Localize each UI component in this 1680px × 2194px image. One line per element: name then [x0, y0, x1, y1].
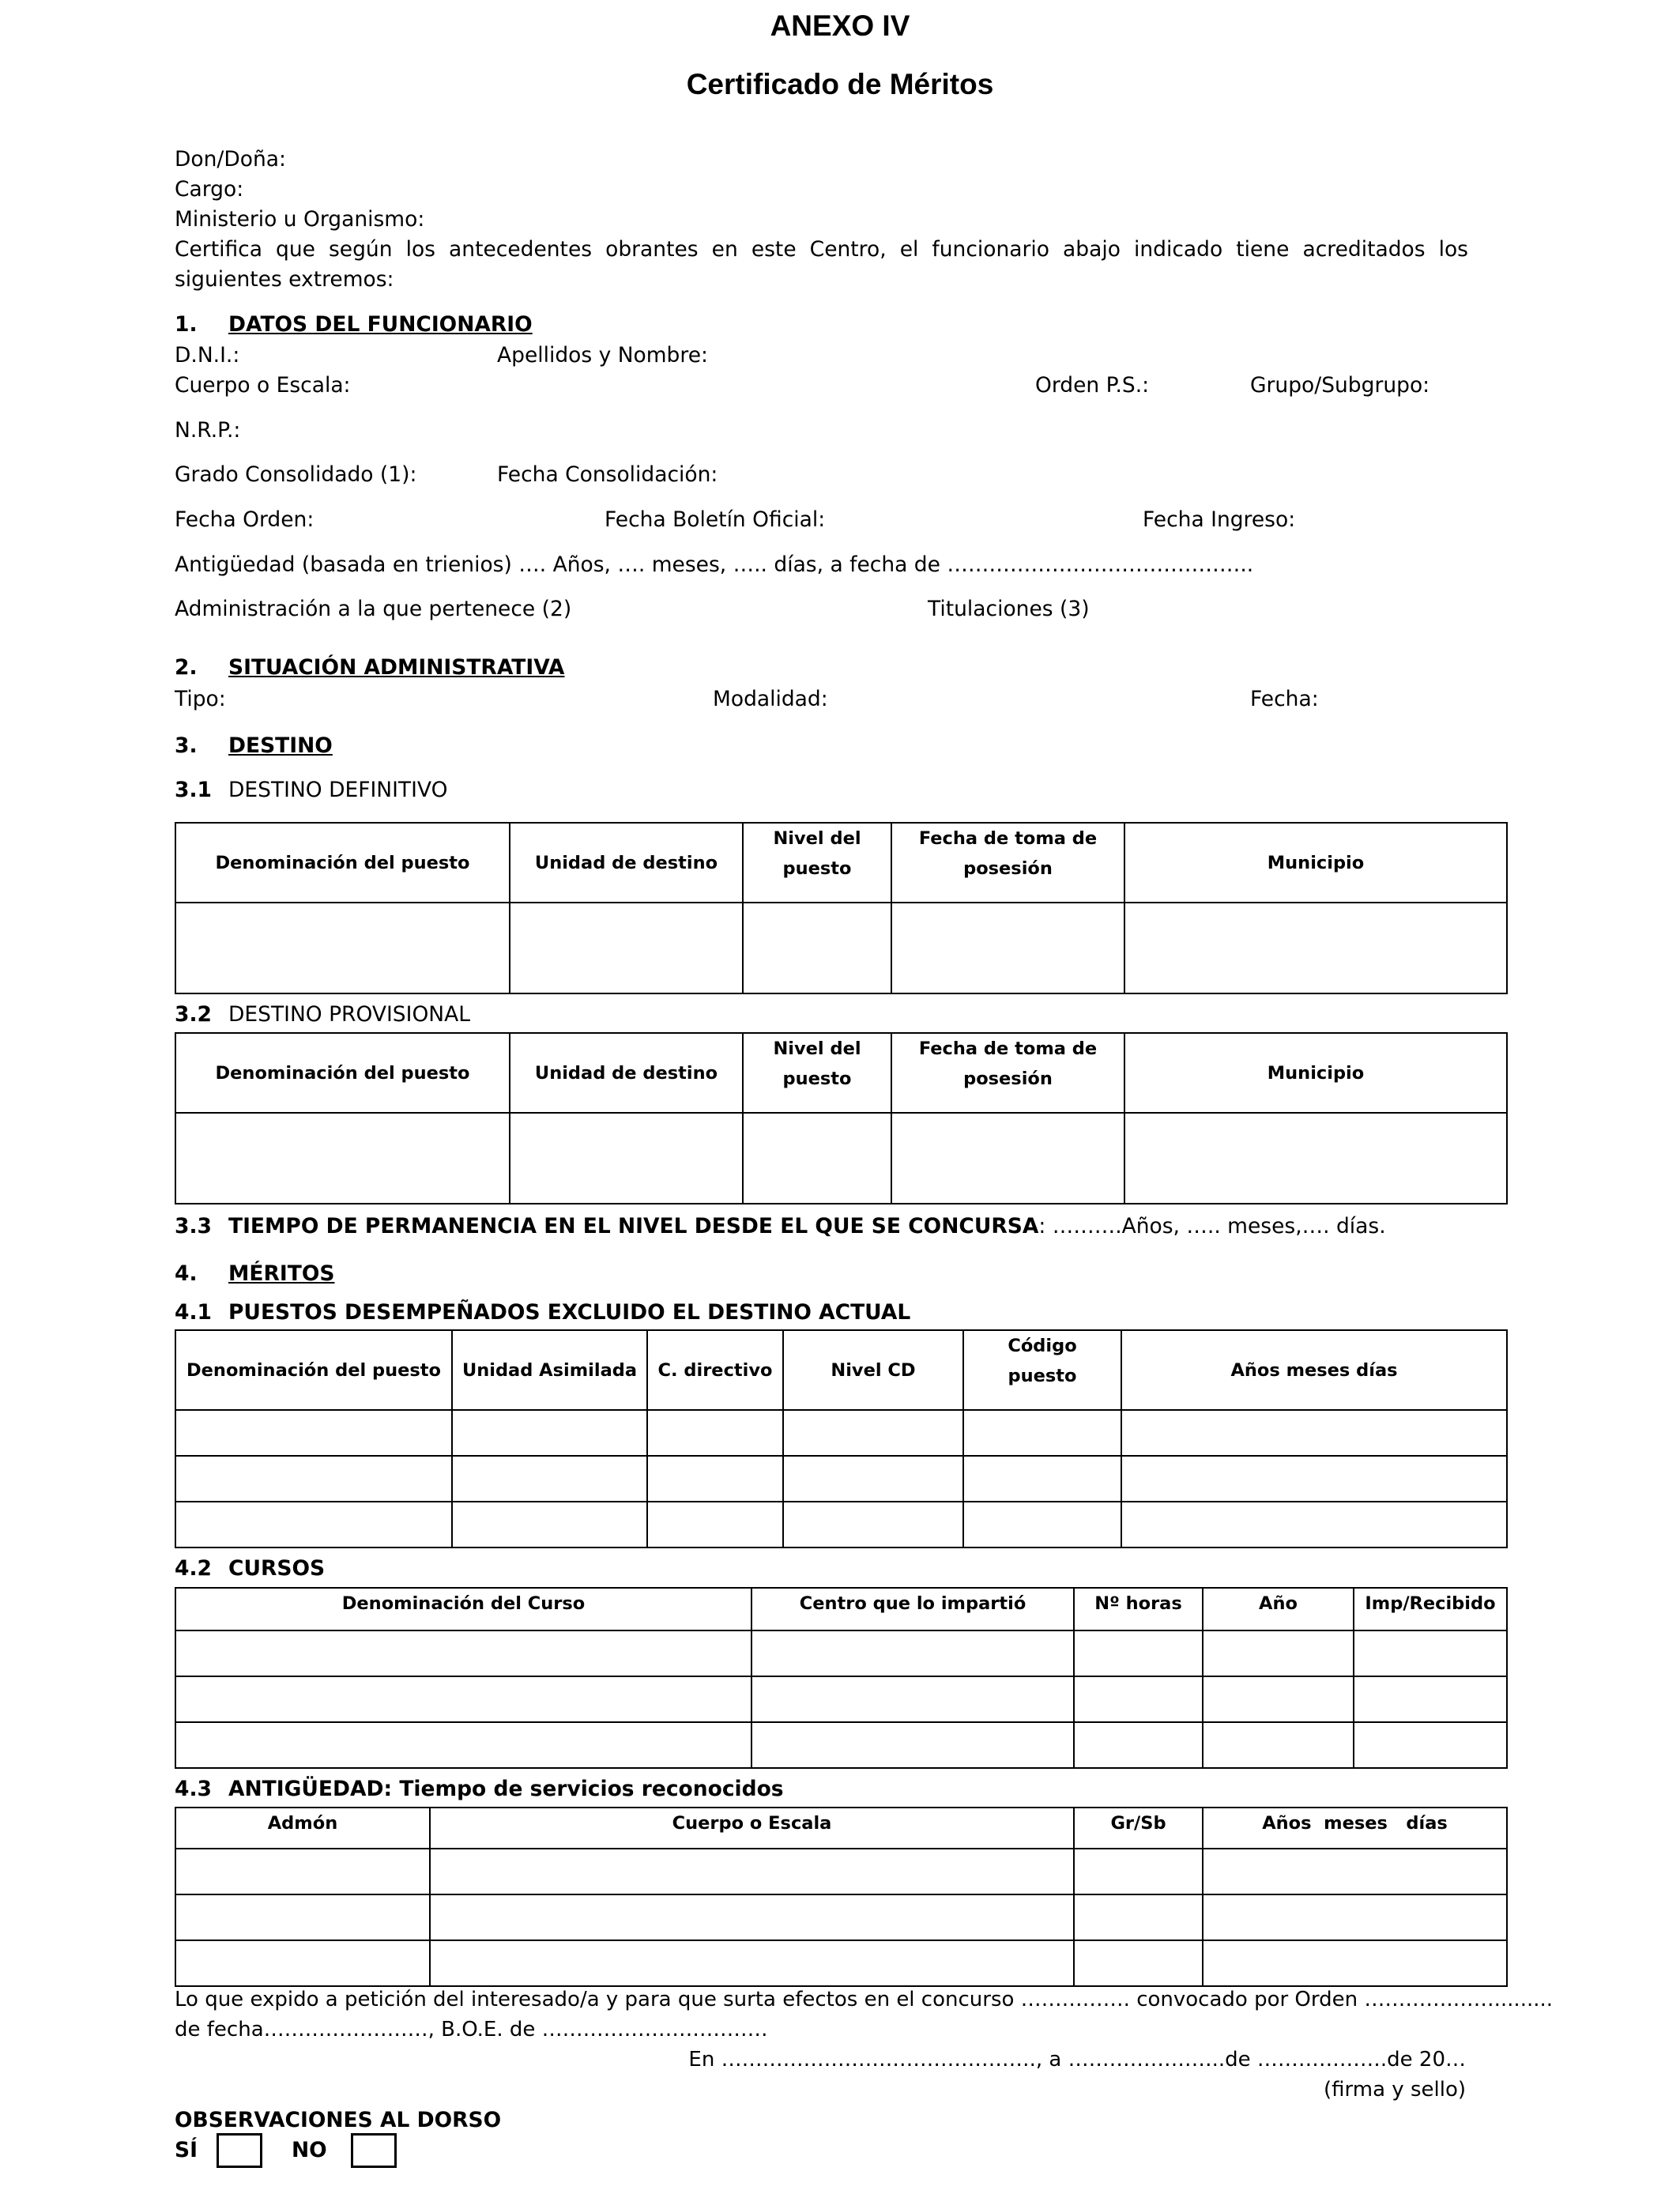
table-cell[interactable] — [963, 1456, 1121, 1502]
section-number: 2. — [175, 655, 198, 680]
section-2-heading — [175, 655, 564, 680]
table-cell[interactable] — [1354, 1676, 1507, 1722]
table-cell[interactable] — [647, 1410, 783, 1456]
table-cell[interactable] — [1354, 1722, 1507, 1768]
subsection-3-3-heading — [175, 1214, 1386, 1238]
column-header: Unidad de destino — [510, 1033, 743, 1113]
table-cell[interactable] — [891, 1113, 1124, 1204]
table-cell[interactable] — [1074, 1940, 1203, 1986]
orden-ps-label: Orden P.S.: — [1035, 373, 1150, 398]
table-cell[interactable] — [963, 1502, 1121, 1547]
table-cell[interactable] — [175, 1676, 751, 1722]
table-cell[interactable] — [743, 1113, 891, 1204]
table-cell[interactable] — [510, 903, 743, 993]
table-cell[interactable] — [430, 1849, 1074, 1894]
column-header: Denominación del puesto — [175, 1330, 452, 1410]
table-cell[interactable] — [452, 1410, 647, 1456]
subsection-number: 3.1 — [175, 778, 212, 802]
table-cell[interactable] — [1203, 1894, 1507, 1940]
table-cell[interactable] — [175, 1456, 452, 1502]
table-cell[interactable] — [175, 1894, 430, 1940]
fecha-ingreso-label: Fecha Ingreso: — [1143, 507, 1296, 532]
section-number: 4. — [175, 1261, 198, 1286]
table-cell[interactable] — [175, 1113, 510, 1204]
column-header: C. directivo — [647, 1330, 783, 1410]
destino-definitivo-table — [175, 822, 1508, 994]
tipo-label: Tipo: — [175, 687, 226, 711]
section-1-heading — [175, 312, 533, 337]
table-row — [175, 1456, 1507, 1502]
fecha-boletin-label: Fecha Boletín Oficial: — [605, 507, 826, 532]
table-cell[interactable] — [175, 1630, 751, 1676]
grado-label: Grado Consolidado (1): — [175, 462, 417, 487]
firma-sello: (firma y sello) — [1324, 2078, 1466, 2102]
ministerio-label: Ministerio u Organismo: — [175, 207, 425, 232]
table-cell[interactable] — [783, 1502, 963, 1547]
dni-label: D.N.I.: — [175, 343, 240, 368]
subsection-title: TIEMPO DE PERMANENCIA EN EL NIVEL DESDE EL QUE SE CONCURSA — [228, 1214, 1039, 1238]
titulaciones-label: Titulaciones (3) — [928, 597, 1090, 621]
column-header: Unidad de destino — [510, 823, 743, 903]
column-header: Unidad Asimilada — [452, 1330, 647, 1410]
closing-line-1: Lo que expido a petición del interesado/a y para que surta efectos en el concurso ……………. convocado por Orden ………….……......... — [175, 1988, 1554, 2011]
table-cell[interactable] — [430, 1894, 1074, 1940]
table-row — [175, 1676, 1507, 1722]
subsection-3-2-heading — [175, 1002, 470, 1027]
table-cell[interactable] — [891, 903, 1124, 993]
section-title: MÉRITOS — [228, 1261, 335, 1286]
table-cell[interactable] — [1074, 1630, 1203, 1676]
no-label: NO — [292, 2138, 327, 2162]
subsection-number: 4.1 — [175, 1300, 212, 1325]
table-cell[interactable] — [452, 1456, 647, 1502]
table-cell[interactable] — [1121, 1502, 1507, 1547]
table-cell[interactable] — [1203, 1722, 1354, 1768]
subsection-title: DESTINO DEFINITIVO — [228, 778, 448, 802]
table-cell[interactable] — [1074, 1849, 1203, 1894]
table-cell[interactable] — [751, 1630, 1074, 1676]
table-cell[interactable] — [175, 1849, 430, 1894]
grupo-label: Grupo/Subgrupo: — [1250, 373, 1430, 398]
section-number: 1. — [175, 312, 198, 337]
section-number: 3. — [175, 733, 198, 758]
column-header: Nº horas — [1074, 1588, 1203, 1630]
table-cell[interactable] — [1074, 1676, 1203, 1722]
table-cell[interactable] — [452, 1502, 647, 1547]
subsection-number: 4.2 — [175, 1556, 212, 1581]
table-cell[interactable] — [1074, 1722, 1203, 1768]
table-cell[interactable] — [175, 1410, 452, 1456]
table-row — [175, 1410, 1507, 1456]
nrp-label: N.R.P.: — [175, 418, 241, 443]
column-header: Año — [1203, 1588, 1354, 1630]
subsection-title: PUESTOS DESEMPEÑADOS EXCLUIDO EL DESTINO ACTUAL — [228, 1300, 911, 1325]
column-header: Código puesto — [963, 1330, 1121, 1410]
table-row — [175, 1849, 1507, 1894]
table-row — [175, 1722, 1507, 1768]
column-header: Años meses días — [1121, 1330, 1507, 1410]
column-header: Denominación del puesto — [175, 823, 510, 903]
table-row — [175, 1502, 1507, 1547]
subsection-4-3-heading — [175, 1777, 784, 1801]
table-cell[interactable] — [510, 1113, 743, 1204]
annex-title: ANEXO IV — [770, 9, 910, 42]
table-cell[interactable] — [647, 1502, 783, 1547]
column-header: Denominación del puesto — [175, 1033, 510, 1113]
column-header: Nivel del puesto — [743, 1033, 891, 1113]
si-label: SÍ — [175, 2138, 198, 2162]
table-cell[interactable] — [783, 1456, 963, 1502]
subsection-4-1-heading — [175, 1300, 910, 1325]
table-cell[interactable] — [175, 1722, 751, 1768]
closing-line-2: de fecha……………………, B.O.E. de …………………………… — [175, 2018, 768, 2041]
table-cell[interactable] — [430, 1940, 1074, 1986]
certifica-paragraph: Certifica que según los antecedentes obrantes en este Centro, el funcionario abajo indicado tiene acreditados los siguientes extremos: — [175, 237, 1468, 292]
permanencia-text: : ……….Años, ….. meses,…. días. — [1038, 1214, 1386, 1238]
table-cell[interactable] — [783, 1410, 963, 1456]
table-cell[interactable] — [1203, 1676, 1354, 1722]
table-cell[interactable] — [1074, 1894, 1203, 1940]
cursos-table — [175, 1587, 1508, 1769]
column-header: Nivel del puesto — [743, 823, 891, 903]
subsection-number: 3.2 — [175, 1002, 212, 1027]
section-title: DATOS DEL FUNCIONARIO — [228, 312, 533, 337]
observaciones-heading: OBSERVACIONES AL DORSO — [175, 2108, 502, 2132]
subsection-number: 3.3 — [175, 1214, 212, 1238]
column-header: Centro que lo impartió — [751, 1588, 1074, 1630]
table-cell[interactable] — [175, 903, 510, 993]
table-cell[interactable] — [751, 1676, 1074, 1722]
table-cell[interactable] — [1203, 1849, 1507, 1894]
section-4-heading — [175, 1261, 334, 1286]
cargo-label: Cargo: — [175, 177, 244, 202]
table-cell[interactable] — [1121, 1456, 1507, 1502]
place-date-line: En ………………………………………., a …………………..de ……………….de 20… — [688, 2048, 1466, 2071]
column-header: Gr/Sb — [1074, 1808, 1203, 1849]
antiguedad-line: Antigüedad (basada en trienios) …. Años, …. meses, ….. días, a fecha de …………………………………….. — [175, 552, 1254, 577]
table-cell[interactable] — [175, 1502, 452, 1547]
column-header: Admón — [175, 1808, 430, 1849]
table-cell[interactable] — [1121, 1410, 1507, 1456]
table-cell[interactable] — [1203, 1940, 1507, 1986]
administracion-label: Administración a la que pertenece (2) — [175, 597, 572, 621]
column-header: Nivel CD — [783, 1330, 963, 1410]
table-cell[interactable] — [963, 1410, 1121, 1456]
antiguedad-table — [175, 1807, 1508, 1987]
modalidad-label: Modalidad: — [713, 687, 828, 711]
puestos-table — [175, 1329, 1508, 1548]
table-cell[interactable] — [1203, 1630, 1354, 1676]
section-title: SITUACIÓN ADMINISTRATIVA — [228, 655, 565, 680]
subsection-title: ANTIGÜEDAD: Tiempo de servicios reconocidos — [228, 1777, 784, 1801]
table-cell[interactable] — [1354, 1630, 1507, 1676]
subsection-4-2-heading — [175, 1556, 325, 1581]
column-header: Denominación del Curso — [175, 1588, 751, 1630]
table-row — [175, 1940, 1507, 1986]
si-checkbox[interactable] — [217, 2133, 262, 2168]
column-header: Años meses días — [1203, 1808, 1507, 1849]
subsection-title: CURSOS — [228, 1556, 326, 1581]
subsection-number: 4.3 — [175, 1777, 212, 1801]
column-header: Municipio — [1124, 1033, 1507, 1113]
table-row — [175, 1894, 1507, 1940]
column-header: Imp/Recibido — [1354, 1588, 1507, 1630]
no-checkbox[interactable] — [351, 2133, 397, 2168]
table-cell[interactable] — [175, 1940, 430, 1986]
table-cell[interactable] — [1124, 903, 1507, 993]
column-header: Fecha de toma de posesión — [891, 1033, 1124, 1113]
column-header: Fecha de toma de posesión — [891, 823, 1124, 903]
fecha-orden-label: Fecha Orden: — [175, 507, 315, 532]
fecha-consolidacion-label: Fecha Consolidación: — [497, 462, 718, 487]
destino-provisional-table — [175, 1032, 1508, 1204]
column-header: Cuerpo o Escala — [430, 1808, 1074, 1849]
fecha-situacion-label: Fecha: — [1250, 687, 1319, 711]
subsection-3-1-heading — [175, 778, 447, 802]
table-cell[interactable] — [647, 1456, 783, 1502]
table-row — [175, 1630, 1507, 1676]
page-title: Certificado de Méritos — [686, 68, 994, 100]
section-3-heading — [175, 733, 333, 758]
section-title: DESTINO — [228, 733, 333, 758]
apellidos-label: Apellidos y Nombre: — [497, 343, 708, 368]
table-cell[interactable] — [743, 903, 891, 993]
subsection-title: DESTINO PROVISIONAL — [228, 1002, 471, 1027]
table-cell[interactable] — [1124, 1113, 1507, 1204]
table-cell[interactable] — [751, 1722, 1074, 1768]
column-header: Municipio — [1124, 823, 1507, 903]
don-label: Don/Doña: — [175, 147, 286, 172]
cuerpo-label: Cuerpo o Escala: — [175, 373, 351, 398]
